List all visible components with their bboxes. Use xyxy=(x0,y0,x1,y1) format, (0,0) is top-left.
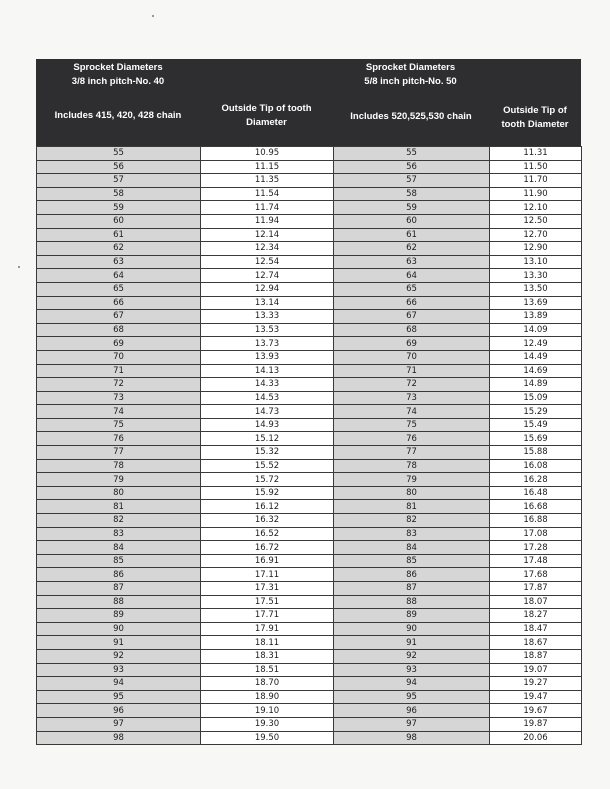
table-row xyxy=(37,350,582,364)
cell-diameter-50: 14.49 xyxy=(490,350,582,364)
left-title-line2: 3/8 inch pitch-No. 40 xyxy=(71,76,165,87)
cell-diameter-50: 14.09 xyxy=(490,323,582,337)
cell-teeth-40: 95 xyxy=(37,690,201,704)
cell-diameter-40: 15.92 xyxy=(201,486,334,500)
cell-diameter-50: 12.10 xyxy=(490,201,582,215)
col-header-chain-40: Includes 415, 420, 428 chain xyxy=(54,110,182,121)
table-row xyxy=(37,704,582,718)
cell-teeth-50: 62 xyxy=(334,242,490,256)
col-header-diameter-40 xyxy=(200,102,333,130)
cell-diameter-40: 15.72 xyxy=(201,473,334,487)
cell-diameter-40: 12.94 xyxy=(201,282,334,296)
cell-diameter-50: 13.10 xyxy=(490,255,582,269)
cell-diameter-40: 16.12 xyxy=(201,500,334,514)
cell-diameter-50: 17.28 xyxy=(490,541,582,555)
cell-teeth-50: 64 xyxy=(334,269,490,283)
cell-teeth-40: 66 xyxy=(37,296,201,310)
cell-teeth-50: 94 xyxy=(334,677,490,691)
cell-teeth-50: 81 xyxy=(334,500,490,514)
cell-teeth-40: 61 xyxy=(37,228,201,242)
cell-teeth-50: 61 xyxy=(334,228,490,242)
table-row xyxy=(37,160,582,174)
cell-teeth-50: 83 xyxy=(334,527,490,541)
cell-diameter-40: 17.91 xyxy=(201,622,334,636)
table-row xyxy=(37,527,582,541)
cell-teeth-50: 88 xyxy=(334,595,490,609)
cell-teeth-50: 63 xyxy=(334,255,490,269)
table-row xyxy=(37,323,582,337)
cell-diameter-50: 15.09 xyxy=(490,391,582,405)
cell-teeth-40: 75 xyxy=(37,418,201,432)
col2-line1: Outside Tip of tooth xyxy=(221,103,312,114)
table-row xyxy=(37,310,582,324)
cell-diameter-40: 17.51 xyxy=(201,595,334,609)
table-row xyxy=(37,418,582,432)
cell-diameter-50: 13.89 xyxy=(490,310,582,324)
scan-speck xyxy=(18,266,20,268)
cell-teeth-40: 79 xyxy=(37,473,201,487)
cell-teeth-40: 76 xyxy=(37,432,201,446)
cell-diameter-40: 18.90 xyxy=(201,690,334,704)
cell-diameter-40: 18.31 xyxy=(201,649,334,663)
cell-diameter-40: 13.53 xyxy=(201,323,334,337)
cell-diameter-40: 14.53 xyxy=(201,391,334,405)
col4-line2: tooth Diameter xyxy=(501,119,569,130)
cell-diameter-50: 15.88 xyxy=(490,446,582,460)
table-row xyxy=(37,622,582,636)
cell-diameter-40: 14.13 xyxy=(201,364,334,378)
cell-diameter-50: 17.08 xyxy=(490,527,582,541)
table-row xyxy=(37,568,582,582)
cell-diameter-50: 18.47 xyxy=(490,622,582,636)
cell-teeth-40: 65 xyxy=(37,282,201,296)
cell-diameter-50: 12.49 xyxy=(490,337,582,351)
cell-diameter-50: 15.49 xyxy=(490,418,582,432)
left-header-title xyxy=(36,61,200,89)
table-row xyxy=(37,432,582,446)
cell-teeth-50: 58 xyxy=(334,187,490,201)
cell-diameter-40: 18.11 xyxy=(201,636,334,650)
cell-teeth-40: 63 xyxy=(37,255,201,269)
cell-diameter-40: 13.14 xyxy=(201,296,334,310)
cell-diameter-50: 19.27 xyxy=(490,677,582,691)
cell-teeth-50: 65 xyxy=(334,282,490,296)
cell-diameter-40: 11.94 xyxy=(201,214,334,228)
cell-diameter-50: 16.68 xyxy=(490,500,582,514)
cell-diameter-40: 15.32 xyxy=(201,446,334,460)
cell-teeth-50: 72 xyxy=(334,378,490,392)
table-row xyxy=(37,214,582,228)
cell-teeth-40: 85 xyxy=(37,554,201,568)
cell-teeth-40: 88 xyxy=(37,595,201,609)
cell-teeth-40: 90 xyxy=(37,622,201,636)
cell-diameter-40: 17.11 xyxy=(201,568,334,582)
cell-teeth-50: 84 xyxy=(334,541,490,555)
cell-diameter-50: 20.06 xyxy=(490,731,582,745)
cell-diameter-50: 13.30 xyxy=(490,269,582,283)
cell-diameter-40: 12.14 xyxy=(201,228,334,242)
cell-diameter-40: 15.52 xyxy=(201,459,334,473)
cell-teeth-40: 93 xyxy=(37,663,201,677)
cell-diameter-40: 14.93 xyxy=(201,418,334,432)
cell-diameter-40: 18.51 xyxy=(201,663,334,677)
cell-teeth-50: 75 xyxy=(334,418,490,432)
cell-diameter-40: 11.15 xyxy=(201,160,334,174)
cell-teeth-50: 68 xyxy=(334,323,490,337)
cell-teeth-40: 78 xyxy=(37,459,201,473)
cell-teeth-40: 56 xyxy=(37,160,201,174)
cell-teeth-40: 92 xyxy=(37,649,201,663)
cell-teeth-40: 82 xyxy=(37,514,201,528)
cell-teeth-50: 60 xyxy=(334,214,490,228)
cell-teeth-40: 91 xyxy=(37,636,201,650)
cell-diameter-50: 11.50 xyxy=(490,160,582,174)
cell-diameter-40: 11.54 xyxy=(201,187,334,201)
left-title-line1: Sprocket Diameters xyxy=(73,62,163,73)
table-row xyxy=(37,609,582,623)
col2-line2: Diameter xyxy=(246,117,287,128)
cell-diameter-50: 19.47 xyxy=(490,690,582,704)
cell-teeth-40: 98 xyxy=(37,731,201,745)
cell-teeth-50: 67 xyxy=(334,310,490,324)
cell-diameter-40: 18.70 xyxy=(201,677,334,691)
table-row xyxy=(37,677,582,691)
table-row xyxy=(37,187,582,201)
cell-teeth-40: 60 xyxy=(37,214,201,228)
table-row xyxy=(37,378,582,392)
cell-diameter-50: 18.87 xyxy=(490,649,582,663)
cell-teeth-50: 91 xyxy=(334,636,490,650)
cell-diameter-50: 19.67 xyxy=(490,704,582,718)
cell-diameter-40: 17.71 xyxy=(201,609,334,623)
table-row xyxy=(37,228,582,242)
cell-diameter-50: 16.08 xyxy=(490,459,582,473)
cell-teeth-40: 73 xyxy=(37,391,201,405)
cell-diameter-50: 17.48 xyxy=(490,554,582,568)
cell-diameter-50: 12.90 xyxy=(490,242,582,256)
cell-teeth-50: 93 xyxy=(334,663,490,677)
cell-diameter-40: 14.73 xyxy=(201,405,334,419)
cell-teeth-50: 89 xyxy=(334,609,490,623)
cell-teeth-50: 70 xyxy=(334,350,490,364)
cell-diameter-50: 17.87 xyxy=(490,582,582,596)
table-row xyxy=(37,717,582,731)
cell-teeth-40: 55 xyxy=(37,147,201,161)
cell-diameter-50: 16.48 xyxy=(490,486,582,500)
cell-diameter-40: 11.35 xyxy=(201,174,334,188)
col-header-chain-50: Includes 520,525,530 chain xyxy=(350,111,472,122)
table-row xyxy=(37,296,582,310)
cell-diameter-50: 11.31 xyxy=(490,147,582,161)
cell-diameter-40: 17.31 xyxy=(201,582,334,596)
cell-diameter-40: 13.93 xyxy=(201,350,334,364)
cell-teeth-50: 71 xyxy=(334,364,490,378)
cell-diameter-50: 19.87 xyxy=(490,717,582,731)
cell-teeth-40: 84 xyxy=(37,541,201,555)
cell-diameter-40: 19.10 xyxy=(201,704,334,718)
cell-teeth-50: 95 xyxy=(334,690,490,704)
cell-teeth-40: 81 xyxy=(37,500,201,514)
cell-teeth-40: 97 xyxy=(37,717,201,731)
cell-diameter-40: 12.74 xyxy=(201,269,334,283)
cell-teeth-50: 80 xyxy=(334,486,490,500)
cell-teeth-40: 64 xyxy=(37,269,201,283)
table-row xyxy=(37,486,582,500)
col-header-diameter-50 xyxy=(489,104,581,132)
cell-diameter-50: 11.90 xyxy=(490,187,582,201)
right-title-line1: Sprocket Diameters xyxy=(365,62,456,73)
cell-teeth-50: 78 xyxy=(334,459,490,473)
table-row xyxy=(37,337,582,351)
table-row xyxy=(37,636,582,650)
table-row xyxy=(37,255,582,269)
cell-diameter-50: 13.50 xyxy=(490,282,582,296)
cell-diameter-40: 10.95 xyxy=(201,147,334,161)
table-row xyxy=(37,405,582,419)
cell-diameter-50: 14.69 xyxy=(490,364,582,378)
table-row xyxy=(37,541,582,555)
cell-teeth-40: 83 xyxy=(37,527,201,541)
cell-diameter-40: 16.52 xyxy=(201,527,334,541)
cell-diameter-40: 16.91 xyxy=(201,554,334,568)
cell-teeth-40: 96 xyxy=(37,704,201,718)
cell-diameter-40: 12.34 xyxy=(201,242,334,256)
cell-teeth-40: 80 xyxy=(37,486,201,500)
col4-line1: Outside Tip of xyxy=(503,105,567,116)
cell-teeth-50: 82 xyxy=(334,514,490,528)
cell-teeth-50: 79 xyxy=(334,473,490,487)
table-row xyxy=(37,391,582,405)
cell-diameter-50: 16.28 xyxy=(490,473,582,487)
table-row xyxy=(37,500,582,514)
table-row xyxy=(37,514,582,528)
table-row xyxy=(37,269,582,283)
cell-teeth-40: 94 xyxy=(37,677,201,691)
cell-diameter-50: 12.70 xyxy=(490,228,582,242)
table-row xyxy=(37,364,582,378)
table-row xyxy=(37,595,582,609)
table-row xyxy=(37,473,582,487)
table-row xyxy=(37,147,582,161)
cell-teeth-50: 56 xyxy=(334,160,490,174)
cell-teeth-50: 87 xyxy=(334,582,490,596)
cell-teeth-40: 68 xyxy=(37,323,201,337)
cell-teeth-50: 98 xyxy=(334,731,490,745)
cell-teeth-40: 87 xyxy=(37,582,201,596)
cell-diameter-40: 15.12 xyxy=(201,432,334,446)
cell-teeth-40: 57 xyxy=(37,174,201,188)
cell-teeth-50: 59 xyxy=(334,201,490,215)
cell-teeth-50: 66 xyxy=(334,296,490,310)
cell-diameter-50: 14.89 xyxy=(490,378,582,392)
cell-teeth-50: 76 xyxy=(334,432,490,446)
cell-teeth-40: 67 xyxy=(37,310,201,324)
table-row xyxy=(37,446,582,460)
table-row xyxy=(37,459,582,473)
table-row xyxy=(37,649,582,663)
cell-teeth-40: 74 xyxy=(37,405,201,419)
cell-teeth-50: 92 xyxy=(334,649,490,663)
cell-diameter-40: 13.33 xyxy=(201,310,334,324)
cell-diameter-50: 18.27 xyxy=(490,609,582,623)
cell-diameter-50: 15.69 xyxy=(490,432,582,446)
table-row xyxy=(37,582,582,596)
cell-teeth-50: 77 xyxy=(334,446,490,460)
cell-teeth-50: 85 xyxy=(334,554,490,568)
cell-diameter-40: 16.32 xyxy=(201,514,334,528)
cell-diameter-50: 19.07 xyxy=(490,663,582,677)
cell-teeth-50: 97 xyxy=(334,717,490,731)
table-header xyxy=(36,59,581,146)
cell-teeth-40: 58 xyxy=(37,187,201,201)
data-table xyxy=(36,146,582,745)
cell-diameter-50: 18.67 xyxy=(490,636,582,650)
table-row xyxy=(37,242,582,256)
table-row xyxy=(37,663,582,677)
cell-diameter-40: 14.33 xyxy=(201,378,334,392)
cell-teeth-50: 86 xyxy=(334,568,490,582)
cell-diameter-50: 11.70 xyxy=(490,174,582,188)
table-row xyxy=(37,282,582,296)
table-row xyxy=(37,554,582,568)
cell-diameter-40: 19.50 xyxy=(201,731,334,745)
cell-teeth-40: 70 xyxy=(37,350,201,364)
cell-teeth-50: 90 xyxy=(334,622,490,636)
cell-diameter-50: 17.68 xyxy=(490,568,582,582)
cell-teeth-40: 69 xyxy=(37,337,201,351)
cell-teeth-50: 55 xyxy=(334,147,490,161)
cell-diameter-50: 13.69 xyxy=(490,296,582,310)
cell-teeth-50: 57 xyxy=(334,174,490,188)
cell-teeth-40: 86 xyxy=(37,568,201,582)
right-title-line2: 5/8 inch pitch-No. 50 xyxy=(364,76,457,87)
sprocket-diameter-chart xyxy=(36,59,581,745)
cell-diameter-50: 12.50 xyxy=(490,214,582,228)
cell-diameter-40: 16.72 xyxy=(201,541,334,555)
cell-diameter-50: 18.07 xyxy=(490,595,582,609)
cell-teeth-50: 73 xyxy=(334,391,490,405)
cell-diameter-40: 12.54 xyxy=(201,255,334,269)
table-row xyxy=(37,731,582,745)
cell-diameter-40: 13.73 xyxy=(201,337,334,351)
cell-teeth-50: 69 xyxy=(334,337,490,351)
right-header-title xyxy=(332,61,489,89)
cell-teeth-50: 74 xyxy=(334,405,490,419)
table-row xyxy=(37,201,582,215)
cell-teeth-40: 59 xyxy=(37,201,201,215)
scan-speck xyxy=(152,15,154,17)
cell-teeth-40: 72 xyxy=(37,378,201,392)
cell-diameter-40: 11.74 xyxy=(201,201,334,215)
cell-teeth-40: 71 xyxy=(37,364,201,378)
cell-diameter-40: 19.30 xyxy=(201,717,334,731)
table-row xyxy=(37,174,582,188)
cell-teeth-40: 77 xyxy=(37,446,201,460)
table-row xyxy=(37,690,582,704)
cell-diameter-50: 16.88 xyxy=(490,514,582,528)
cell-teeth-40: 89 xyxy=(37,609,201,623)
cell-teeth-40: 62 xyxy=(37,242,201,256)
cell-teeth-50: 96 xyxy=(334,704,490,718)
cell-diameter-50: 15.29 xyxy=(490,405,582,419)
